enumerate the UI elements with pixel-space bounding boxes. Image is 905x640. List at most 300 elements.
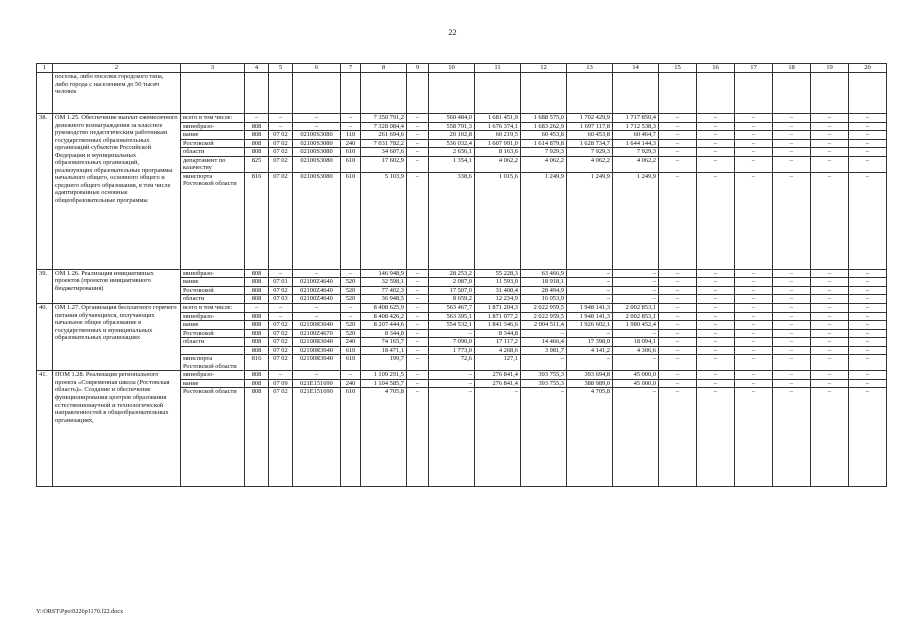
value-cell: – <box>773 329 811 338</box>
value-cell: 1 712 538,3 <box>613 122 659 131</box>
value-cell: – <box>659 148 697 157</box>
value-cell: – <box>269 312 293 321</box>
value-cell: 388 989,0 <box>567 379 613 388</box>
value-cell: – <box>773 131 811 140</box>
value-cell: 8 659,2 <box>429 295 475 304</box>
value-cell: – <box>659 371 697 380</box>
value-cell: – <box>407 371 429 380</box>
value-cell: – <box>811 338 849 347</box>
value-cell: – <box>245 114 269 123</box>
value-cell: 8 344,8 <box>361 329 407 338</box>
value-cell: – <box>697 295 735 304</box>
value-cell: – <box>811 355 849 371</box>
value-cell: 60 453,8 <box>521 131 567 140</box>
value-cell: – <box>735 295 773 304</box>
value-cell: 199,7 <box>361 355 407 371</box>
value-cell: 55 228,3 <box>475 269 521 278</box>
value-cell: 02100S3080 <box>293 172 341 269</box>
value-cell: 07 02 <box>269 346 293 355</box>
value-cell: 1 249,9 <box>613 172 659 269</box>
description-cell: ПОМ 1.28. Реализация регионального проекта «Современная школа (Ростовская область)». Создание и обеспечение функционирования центров образования естественнонаучной и технологической направленностей в общеобразовательных организациях, <box>53 371 181 487</box>
value-cell: – <box>773 286 811 295</box>
value-cell: – <box>735 321 773 330</box>
value-cell: 520 <box>341 286 361 295</box>
value-cell: – <box>659 312 697 321</box>
value-cell: – <box>697 131 735 140</box>
row-number-cell: 40. <box>37 304 53 371</box>
table-row <box>37 371 887 380</box>
value-cell: 808 <box>245 286 269 295</box>
value-cell: 1 948 141,3 <box>567 304 613 313</box>
column-number: 17 <box>735 64 773 73</box>
funding-source-cell <box>181 346 245 355</box>
column-number: 10 <box>429 64 475 73</box>
value-cell: – <box>429 388 475 487</box>
value-cell: 7 090,0 <box>429 338 475 347</box>
column-number: 5 <box>269 64 293 73</box>
value-cell: 2 002 853,1 <box>613 312 659 321</box>
column-number: 2 <box>53 64 181 73</box>
column-number: 15 <box>659 64 697 73</box>
column-number: 9 <box>407 64 429 73</box>
value-cell: – <box>293 114 341 123</box>
value-cell: 45 000,0 <box>613 379 659 388</box>
value-cell: – <box>613 295 659 304</box>
value-cell: – <box>293 269 341 278</box>
value-cell: – <box>429 371 475 380</box>
value-cell: 18 471,1 <box>361 346 407 355</box>
column-number-row <box>37 64 887 73</box>
value-cell: – <box>407 286 429 295</box>
column-number: 16 <box>697 64 735 73</box>
value-cell: 07 02 <box>269 172 293 269</box>
value-cell: 1 697 117,8 <box>567 122 613 131</box>
value-cell: – <box>659 346 697 355</box>
value-cell: 558 791,3 <box>429 122 475 131</box>
value-cell: – <box>773 355 811 371</box>
value-cell: 02100Z4640 <box>293 286 341 295</box>
column-number: 6 <box>293 64 341 73</box>
value-cell: 610 <box>341 388 361 487</box>
value-cell: 4 062,2 <box>613 156 659 172</box>
value-cell: 1 681 451,9 <box>475 114 521 123</box>
value-cell: 808 <box>245 388 269 487</box>
value-cell: – <box>613 388 659 487</box>
value-cell: – <box>811 269 849 278</box>
value-cell: – <box>407 122 429 131</box>
funding-source-cell: департамент по казачеству <box>181 156 245 172</box>
value-cell: – <box>697 371 735 380</box>
value-cell: – <box>735 114 773 123</box>
table-body <box>37 64 887 487</box>
value-cell: 12 234,9 <box>475 295 521 304</box>
value-cell: – <box>811 312 849 321</box>
value-cell: 02100S3080 <box>293 139 341 148</box>
empty-cell <box>567 73 613 114</box>
value-cell: – <box>811 156 849 172</box>
empty-cell <box>429 73 475 114</box>
value-cell: 4 306,6 <box>613 346 659 355</box>
value-cell: 17 398,0 <box>567 338 613 347</box>
value-cell: – <box>293 122 341 131</box>
value-cell: 07 02 <box>269 388 293 487</box>
value-cell: – <box>659 338 697 347</box>
value-cell: 4 062,2 <box>521 156 567 172</box>
empty-cell <box>811 73 849 114</box>
value-cell: 610 <box>341 346 361 355</box>
value-cell: – <box>773 312 811 321</box>
value-cell: 34 607,6 <box>361 148 407 157</box>
value-cell: – <box>849 114 887 123</box>
value-cell: – <box>407 329 429 338</box>
row-number-cell: 38. <box>37 114 53 270</box>
column-number: 7 <box>341 64 361 73</box>
value-cell: – <box>341 114 361 123</box>
empty-cell <box>407 73 429 114</box>
value-cell: – <box>407 388 429 487</box>
value-cell: – <box>697 114 735 123</box>
value-cell: – <box>735 346 773 355</box>
value-cell: – <box>407 131 429 140</box>
value-cell: – <box>773 148 811 157</box>
empty-cell <box>269 73 293 114</box>
value-cell: 610 <box>341 355 361 371</box>
column-number: 8 <box>361 64 407 73</box>
value-cell: 02100R3040 <box>293 355 341 371</box>
value-cell: – <box>849 355 887 371</box>
value-cell: – <box>697 388 735 487</box>
funding-source-cell: минспорта Ростовской области <box>181 172 245 269</box>
value-cell: – <box>849 139 887 148</box>
value-cell: – <box>407 379 429 388</box>
value-cell: – <box>811 278 849 287</box>
empty-cell <box>849 73 887 114</box>
value-cell: – <box>407 346 429 355</box>
value-cell: – <box>773 379 811 388</box>
value-cell: 72,6 <box>429 355 475 371</box>
value-cell: – <box>697 122 735 131</box>
value-cell: 021E151690 <box>293 388 341 487</box>
empty-cell <box>245 73 269 114</box>
value-cell: – <box>735 338 773 347</box>
value-cell: – <box>773 122 811 131</box>
value-cell: – <box>735 371 773 380</box>
value-cell: 07 02 <box>269 355 293 371</box>
funding-source-cell: вание <box>181 321 245 330</box>
value-cell: 808 <box>245 278 269 287</box>
value-cell: 7 031 782,2 <box>361 139 407 148</box>
value-cell: 240 <box>341 379 361 388</box>
value-cell: 07 02 <box>269 156 293 172</box>
value-cell: 1 717 850,4 <box>613 114 659 123</box>
value-cell: 808 <box>245 269 269 278</box>
value-cell: 7 929,3 <box>613 148 659 157</box>
value-cell: – <box>811 286 849 295</box>
column-number: 3 <box>181 64 245 73</box>
value-cell: – <box>735 379 773 388</box>
empty-cell <box>293 73 341 114</box>
description-cell: ОМ 1.26. Реализация инициативных проектов (проектов инициативного бюджетирования) <box>53 269 181 303</box>
value-cell: 4 062,2 <box>475 156 521 172</box>
value-cell: – <box>811 295 849 304</box>
value-cell: – <box>659 304 697 313</box>
value-cell: 808 <box>245 379 269 388</box>
value-cell: 1 688 575,0 <box>521 114 567 123</box>
value-cell: 240 <box>341 338 361 347</box>
value-cell: – <box>849 156 887 172</box>
value-cell: 1 249,9 <box>567 172 613 269</box>
value-cell: 7 929,3 <box>521 148 567 157</box>
value-cell: 816 <box>245 172 269 269</box>
value-cell: – <box>429 329 475 338</box>
funding-source-cell: области <box>181 148 245 157</box>
value-cell: 1 644 144,3 <box>613 139 659 148</box>
value-cell: – <box>697 312 735 321</box>
column-number: 20 <box>849 64 887 73</box>
value-cell: – <box>567 329 613 338</box>
column-number: 4 <box>245 64 269 73</box>
value-cell: – <box>697 379 735 388</box>
value-cell: 127,1 <box>475 355 521 371</box>
value-cell: – <box>407 148 429 157</box>
column-number: 18 <box>773 64 811 73</box>
value-cell: 7 328 084,4 <box>361 122 407 131</box>
value-cell: 808 <box>245 321 269 330</box>
value-cell: – <box>293 371 341 380</box>
value-cell: – <box>773 338 811 347</box>
value-cell: 8 408 426,2 <box>361 312 407 321</box>
value-cell: – <box>613 355 659 371</box>
value-cell: – <box>811 379 849 388</box>
value-cell: 1 109 291,5 <box>361 371 407 380</box>
value-cell: 276 841,4 <box>475 371 521 380</box>
funding-source-cell: Ростовской <box>181 139 245 148</box>
table-row <box>37 114 887 123</box>
value-cell: – <box>811 329 849 338</box>
value-cell: 021E151690 <box>293 379 341 388</box>
value-cell: – <box>613 269 659 278</box>
value-cell: 3 981,7 <box>521 346 567 355</box>
empty-cell <box>659 73 697 114</box>
value-cell: 4 062,2 <box>567 156 613 172</box>
value-cell: 2 004 511,4 <box>521 321 567 330</box>
value-cell: – <box>735 355 773 371</box>
value-cell: – <box>811 131 849 140</box>
value-cell: – <box>735 172 773 269</box>
value-cell: 4 705,8 <box>567 388 613 487</box>
value-cell: 825 <box>245 156 269 172</box>
value-cell: – <box>811 388 849 487</box>
value-cell: – <box>341 269 361 278</box>
value-cell: 2 022 959,5 <box>521 304 567 313</box>
value-cell: – <box>659 295 697 304</box>
value-cell: – <box>407 321 429 330</box>
value-cell: 07 01 <box>269 278 293 287</box>
value-cell: – <box>613 278 659 287</box>
value-cell: 7 350 791,2 <box>361 114 407 123</box>
value-cell: 816 <box>245 355 269 371</box>
value-cell: 07 02 <box>269 131 293 140</box>
value-cell: – <box>659 355 697 371</box>
value-cell: 07 02 <box>269 148 293 157</box>
value-cell: 32 598,1 <box>361 278 407 287</box>
value-cell: 808 <box>245 131 269 140</box>
value-cell: 60 464,7 <box>613 131 659 140</box>
value-cell: – <box>773 304 811 313</box>
value-cell: 563 395,1 <box>429 312 475 321</box>
row-number-cell <box>37 73 53 114</box>
value-cell: – <box>407 312 429 321</box>
value-cell: – <box>341 312 361 321</box>
value-cell: – <box>697 269 735 278</box>
row-number-cell: 39. <box>37 269 53 303</box>
empty-cell <box>735 73 773 114</box>
value-cell: 1 249,9 <box>521 172 567 269</box>
value-cell: 14 466,4 <box>521 338 567 347</box>
value-cell: 808 <box>245 346 269 355</box>
funding-source-cell: области <box>181 295 245 304</box>
value-cell: – <box>407 156 429 172</box>
value-cell: 18 094,1 <box>613 338 659 347</box>
value-cell: 808 <box>245 122 269 131</box>
value-cell: – <box>849 312 887 321</box>
value-cell: – <box>773 156 811 172</box>
value-cell: 17 117,2 <box>475 338 521 347</box>
value-cell: 60 219,5 <box>475 131 521 140</box>
value-cell: – <box>773 295 811 304</box>
funding-source-cell: минспорта Ростовской области <box>181 355 245 371</box>
value-cell: 8 163,6 <box>475 148 521 157</box>
value-cell: 02100R3040 <box>293 321 341 330</box>
value-cell: 4 141,2 <box>567 346 613 355</box>
value-cell: – <box>773 388 811 487</box>
funding-source-cell: всего в том числе: <box>181 114 245 123</box>
value-cell: – <box>697 286 735 295</box>
value-cell: – <box>269 122 293 131</box>
value-cell: – <box>407 139 429 148</box>
value-cell: 02100Z4670 <box>293 329 341 338</box>
value-cell: – <box>811 172 849 269</box>
value-cell: – <box>849 295 887 304</box>
value-cell: – <box>613 329 659 338</box>
value-cell: 60 453,8 <box>567 131 613 140</box>
value-cell: 02100R3040 <box>293 346 341 355</box>
value-cell: – <box>849 122 887 131</box>
value-cell: – <box>659 278 697 287</box>
value-cell: – <box>659 131 697 140</box>
value-cell: 36 948,5 <box>361 295 407 304</box>
value-cell: – <box>567 278 613 287</box>
value-cell: – <box>735 312 773 321</box>
value-cell: – <box>659 122 697 131</box>
value-cell: 28 494,9 <box>521 286 567 295</box>
value-cell: – <box>811 371 849 380</box>
value-cell: – <box>697 329 735 338</box>
funding-source-cell: минобразо- <box>181 371 245 380</box>
value-cell: 74 165,7 <box>361 338 407 347</box>
value-cell: 610 <box>341 156 361 172</box>
value-cell: – <box>245 304 269 313</box>
table-row <box>37 269 887 278</box>
value-cell: – <box>659 388 697 487</box>
value-cell: – <box>773 321 811 330</box>
value-cell: – <box>697 172 735 269</box>
value-cell: 02100S3080 <box>293 148 341 157</box>
value-cell: – <box>429 379 475 388</box>
value-cell: – <box>567 295 613 304</box>
value-cell: 45 000,0 <box>613 371 659 380</box>
value-cell: 07 02 <box>269 321 293 330</box>
value-cell: – <box>269 304 293 313</box>
value-cell: – <box>293 312 341 321</box>
value-cell: 1 683 262,9 <box>521 122 567 131</box>
value-cell: 02100Z4640 <box>293 278 341 287</box>
description-cell: поселка, либо поселки городского типа, либо города с населением до 50 тысяч человек <box>53 73 181 114</box>
value-cell: 2 087,0 <box>429 278 475 287</box>
value-cell: – <box>811 148 849 157</box>
value-cell: 1 773,0 <box>429 346 475 355</box>
value-cell: – <box>773 346 811 355</box>
value-cell: 393 755,3 <box>521 379 567 388</box>
value-cell: 5 103,9 <box>361 172 407 269</box>
value-cell: – <box>849 379 887 388</box>
value-cell: 1 607 991,0 <box>475 139 521 148</box>
value-cell: – <box>849 286 887 295</box>
funding-source-cell: вание <box>181 131 245 140</box>
value-cell: – <box>341 371 361 380</box>
value-cell: 8 344,8 <box>475 329 521 338</box>
value-cell: – <box>407 295 429 304</box>
value-cell: – <box>849 148 887 157</box>
value-cell: 1 980 452,4 <box>613 321 659 330</box>
empty-cell <box>697 73 735 114</box>
value-cell: – <box>269 371 293 380</box>
value-cell: – <box>735 278 773 287</box>
value-cell: – <box>521 388 567 487</box>
value-cell: 261 694,6 <box>361 131 407 140</box>
value-cell: 808 <box>245 312 269 321</box>
empty-cell <box>361 73 407 114</box>
value-cell: 1 841 346,6 <box>475 321 521 330</box>
value-cell: 110 <box>341 131 361 140</box>
value-cell: – <box>697 156 735 172</box>
value-cell: 28 253,2 <box>429 269 475 278</box>
value-cell: – <box>407 355 429 371</box>
description-cell: ОМ 1.25. Обеспечение выплат ежемесячного денежного вознаграждения за классное руководство педагогическим работникам государственных образовательных организаций субъектов Российской Федерации и муниципальных образовательных организаций, реализующих образовательные программы начального общего, основного общего и среднего общего образования, в том числе адаптированные основные общеобразовательные программы <box>53 114 181 270</box>
value-cell: – <box>849 278 887 287</box>
value-cell: 1 871 077,2 <box>475 312 521 321</box>
value-cell: 4 268,6 <box>475 346 521 355</box>
value-cell: – <box>849 172 887 269</box>
value-cell: – <box>293 304 341 313</box>
value-cell: 563 467,7 <box>429 304 475 313</box>
value-cell: – <box>407 338 429 347</box>
value-cell: 02100Z4640 <box>293 295 341 304</box>
column-number: 1 <box>37 64 53 73</box>
value-cell: – <box>735 148 773 157</box>
value-cell: – <box>773 278 811 287</box>
value-cell: 2 656,1 <box>429 148 475 157</box>
value-cell: – <box>697 148 735 157</box>
file-path-footer: Y:\ORST\Ppo\0226p1170.f22.docx <box>36 608 124 615</box>
value-cell: 17 602,9 <box>361 156 407 172</box>
value-cell: 2 022 959,5 <box>521 312 567 321</box>
value-cell: – <box>773 269 811 278</box>
table-row <box>37 304 887 313</box>
value-cell: – <box>659 379 697 388</box>
value-cell: – <box>773 114 811 123</box>
value-cell: – <box>407 172 429 269</box>
